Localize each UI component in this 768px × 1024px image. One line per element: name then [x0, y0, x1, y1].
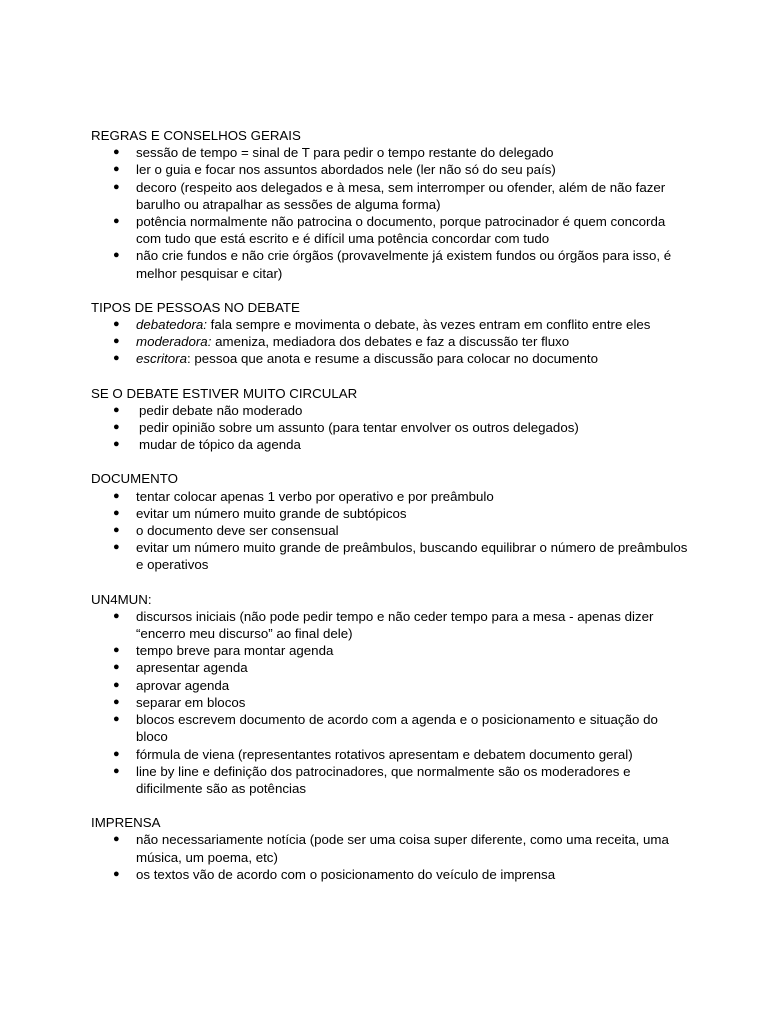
- bullet-list: [91, 316, 691, 368]
- section-imprensa: [91, 814, 691, 883]
- list-item-text: pedir debate não moderado: [139, 402, 303, 418]
- bullet-icon: ●: [113, 180, 120, 193]
- document-page: [91, 127, 691, 900]
- list-item: [91, 213, 691, 247]
- bullet-list: [91, 608, 691, 797]
- list-item-text: : pessoa que anota e resume a discussão para colocar no documento: [187, 351, 598, 367]
- list-item-text: apresentar agenda: [136, 660, 248, 676]
- bullet-icon: ●: [113, 713, 120, 726]
- list-item-text: ameniza, mediadora dos debates e faz a discussão ter fluxo: [211, 334, 570, 350]
- list-item-text: evitar um número muito grande de subtópicos: [136, 505, 407, 521]
- list-item-text: não necessariamente notícia (pode ser uma coisa super diferente, como uma receita, uma música, um poema, etc): [136, 832, 669, 865]
- section-heading: REGRAS E CONSELHOS GERAIS: [91, 128, 301, 143]
- bullet-icon: ●: [113, 524, 120, 537]
- list-item-text: sessão de tempo = sinal de T para pedir o tempo restante do delegado: [136, 145, 554, 161]
- list-item: [91, 144, 691, 161]
- bullet-icon: ●: [113, 609, 120, 622]
- bullet-list: [91, 831, 691, 883]
- list-item: [91, 763, 691, 797]
- list-item: [91, 505, 691, 522]
- list-item: [91, 436, 691, 453]
- list-item: [91, 247, 691, 281]
- list-item-text: os textos vão de acordo com o posicionamento do veículo de imprensa: [136, 866, 556, 882]
- bullet-icon: ●: [113, 867, 120, 880]
- bullet-list: [91, 488, 691, 574]
- list-item-text: pedir opinião sobre um assunto (para tentar envolver os outros delegados): [139, 420, 579, 436]
- bullet-icon: ●: [113, 438, 120, 451]
- list-item: [91, 694, 691, 711]
- list-item: [91, 161, 691, 178]
- bullet-icon: ●: [113, 163, 120, 176]
- list-item-term: debatedora:: [136, 317, 207, 333]
- bullet-icon: ●: [113, 506, 120, 519]
- list-item-text: separar em blocos: [136, 694, 246, 710]
- bullet-icon: ●: [113, 541, 120, 554]
- bullet-icon: ●: [113, 678, 120, 691]
- bullet-icon: ●: [113, 146, 120, 159]
- bullet-icon: ●: [113, 215, 120, 228]
- bullet-icon: ●: [113, 335, 120, 348]
- list-item-text: tempo breve para montar agenda: [136, 643, 334, 659]
- bullet-icon: ●: [113, 695, 120, 708]
- bullet-list: [91, 402, 691, 454]
- bullet-icon: ●: [113, 747, 120, 760]
- bullet-icon: ●: [113, 489, 120, 502]
- list-item: [91, 350, 691, 367]
- bullet-icon: ●: [113, 318, 120, 331]
- list-item-text: evitar um número muito grande de preâmbulos, buscando equilibrar o número de preâmbulos e operativos: [136, 540, 688, 573]
- bullet-icon: ●: [113, 403, 120, 416]
- bullet-icon: ●: [113, 661, 120, 674]
- bullet-icon: ●: [113, 352, 120, 365]
- list-item: [91, 642, 691, 659]
- list-item-text: decoro (respeito aos delegados e à mesa, sem interromper ou ofender, além de não fazer barulho ou atrapalhar as sessões de alguma forma): [136, 179, 666, 212]
- list-item-term: moderadora:: [136, 334, 212, 350]
- list-item: [91, 179, 691, 213]
- section-documento: [91, 470, 691, 573]
- list-item: [91, 608, 691, 642]
- section-heading: TIPOS DE PESSOAS NO DEBATE: [91, 299, 300, 315]
- section-debate-circular: [91, 385, 691, 454]
- list-item-text: blocos escrevem documento de acordo com a agenda e o posicionamento e situação do bloco: [136, 712, 658, 745]
- list-item: [91, 711, 691, 745]
- list-item-text: ler o guia e focar nos assuntos abordados nele (ler não só do seu país): [136, 162, 556, 178]
- list-item: [91, 522, 691, 539]
- list-item: [91, 333, 691, 350]
- section-heading: IMPRENSA: [91, 815, 161, 831]
- section-heading: SE O DEBATE ESTIVER MUITO CIRCULAR: [91, 385, 358, 401]
- list-item: [91, 746, 691, 763]
- section-regras: [91, 127, 691, 282]
- bullet-list: [91, 144, 691, 282]
- bullet-icon: ●: [113, 764, 120, 777]
- list-item: [91, 488, 691, 505]
- list-item-text: o documento deve ser consensual: [136, 523, 339, 539]
- bullet-icon: ●: [113, 249, 120, 262]
- list-item: [91, 677, 691, 694]
- list-item-text: fórmula de viena (representantes rotativos apresentam e debatem documento geral): [136, 746, 633, 762]
- list-item-text: mudar de tópico da agenda: [139, 437, 301, 453]
- list-item-text: line by line e definição dos patrocinadores, que normalmente são os moderadores e dificilmente são as potências: [136, 763, 631, 796]
- section-un4mun: [91, 591, 691, 797]
- list-item: [91, 402, 691, 419]
- list-item-term: escritora: [136, 351, 187, 367]
- list-item: [91, 866, 691, 883]
- list-item: [91, 419, 691, 436]
- list-item-text: discursos iniciais (não pode pedir tempo e não ceder tempo para a mesa - apenas dizer “encerro meu discurso” ao final dele): [136, 608, 654, 642]
- list-item-text: aprovar agenda: [136, 677, 230, 693]
- section-heading: DOCUMENTO: [91, 471, 178, 487]
- section-heading: UN4MUN:: [91, 591, 152, 607]
- list-item-text: tentar colocar apenas 1 verbo por operativo e por preâmbulo: [136, 488, 494, 504]
- section-tipos-de-pessoas: [91, 299, 691, 368]
- list-item: [91, 316, 691, 333]
- list-item-text: não crie fundos e não crie órgãos (provavelmente já existem fundos ou órgãos para isso, é melhor pesquisar e citar): [136, 248, 672, 281]
- list-item-text: potência normalmente não patrocina o documento, porque patrocinador é quem concorda com tudo que está escrito e é difícil uma potência concordar com tudo: [136, 214, 666, 247]
- list-item: [91, 539, 691, 573]
- list-item: [91, 831, 691, 865]
- bullet-icon: ●: [113, 644, 120, 657]
- list-item-text: fala sempre e movimenta o debate, às vezes entram em conflito entre eles: [206, 317, 651, 333]
- list-item: [91, 659, 691, 676]
- bullet-icon: ●: [113, 421, 120, 434]
- bullet-icon: ●: [113, 833, 120, 846]
